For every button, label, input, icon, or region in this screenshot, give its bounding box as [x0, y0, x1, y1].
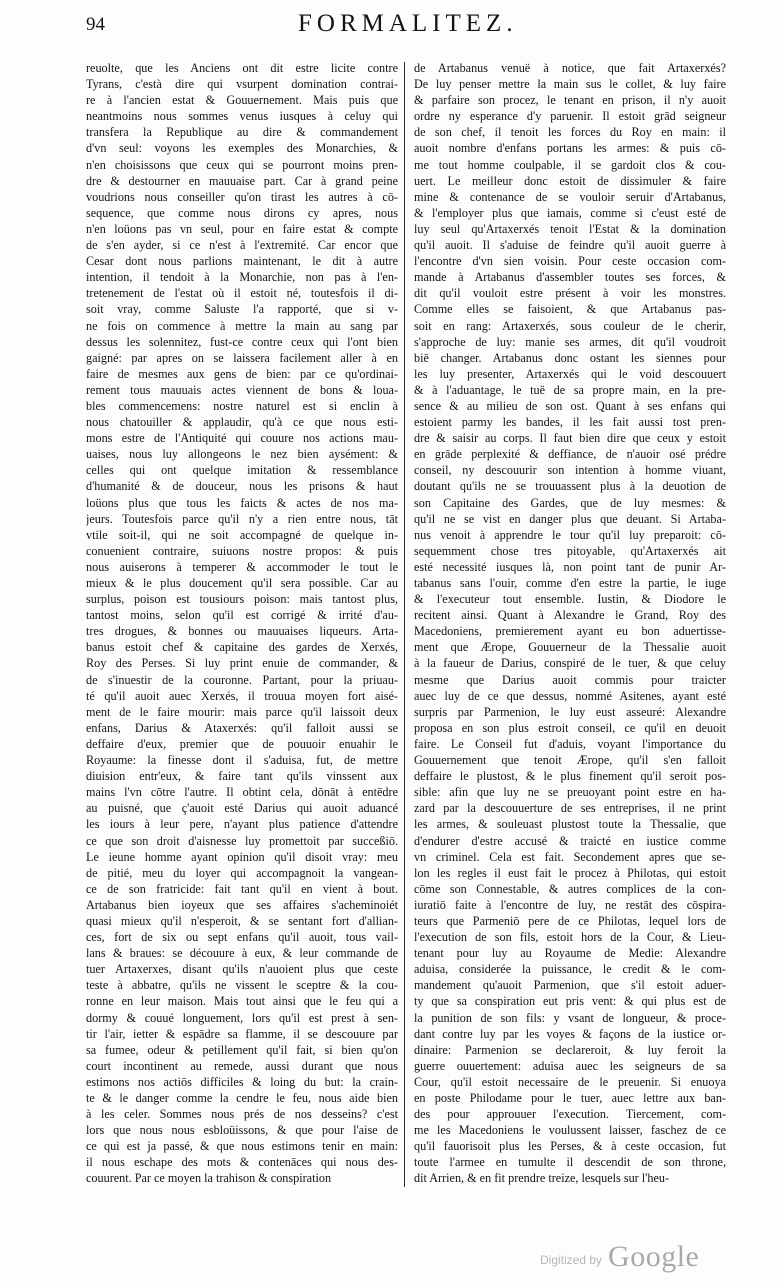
text-line: soit en rang: Artaxerxés, sous couleur de le cherir, — [414, 318, 726, 333]
text-line: sible: afin que luy ne se preuoyant point estre en ha- — [414, 785, 726, 800]
digitization-watermark — [540, 1232, 699, 1272]
text-line: dit Arrien, & en fit prendre treize, lesquels sur l'heu- — [414, 1171, 670, 1186]
text-line: la punition de son fils: y vsant de longueur, & proce- — [414, 1010, 726, 1025]
text-line: de pitié, meu du loyer qui accompagnoit la vangean- — [86, 865, 398, 880]
text-line: & l'employer plus que iamais, comme si c'eust esté de — [414, 205, 726, 220]
text-line: doutant qu'ils ne se trouuassent plus à la deuotion de — [414, 479, 726, 494]
text-line: sence & au milieu de son ost. Quant à ses enfans qui — [414, 398, 726, 413]
text-line: aduisa, considerée la puissance, le credit & le com- — [414, 962, 726, 977]
text-line: vtile soit-il, qui ne soit accompagné de quelque in- — [86, 527, 398, 542]
text-line: de son chef, il tenoit les forces du Roy en main: il — [414, 125, 726, 140]
google-logo: Google — [608, 1240, 700, 1273]
text-line: luy seul qu'Artaxerxés tenoit l'Estat & la domination — [414, 221, 726, 236]
text-line: à la faueur de Darius, conspiré de le tuer, & que celuy — [414, 656, 726, 671]
text-line: s'approche de luy: manie ses armes, dit qu'il voudroit — [414, 334, 726, 349]
text-line: me tout homme coulpable, il se gardoit clos & cou- — [414, 157, 726, 172]
text-line: qu'il ne se vist en danger plus que deuant. Si Artaba- — [414, 511, 726, 526]
text-line: te & le danger comme la cendre le feu, nous aide bien — [86, 1091, 398, 1105]
text-line: voudrions nous conseiller qu'on tirast les autres à cō- — [86, 189, 398, 204]
text-line: transfera la Republique au dire & commandement — [86, 125, 398, 140]
text-line: Le ieune homme ayant opinion qu'il disoit vray: meu — [86, 849, 398, 864]
text-line: mande à Artabanus d'assembler toutes ses forces, & — [414, 270, 726, 285]
text-line: Artabanus bien ioyeux que ses affaires s'acheminoiét — [86, 897, 398, 912]
text-line: jeurs. Toutesfois parce qu'il n'y a rien entre nous, tāt — [86, 511, 398, 526]
text-line: Royaume: la finesse dont il s'aduisa, fut, de mettre — [86, 753, 398, 768]
text-line: mandement qu'auoit Parmenion, que s'il estoit aduer- — [414, 978, 726, 993]
text-line: tres drogues, & bonnes ou mauuaises liqueurs. Arta- — [86, 624, 398, 639]
text-line: deffaire d'eux, premier que de pouuoir enuahir le — [86, 736, 398, 751]
text-line: Cesar dont nous parlions maintenant, le dit à autre — [86, 254, 398, 269]
text-line: dant contre luy par les voyes & façons de la iustice or- — [414, 1026, 726, 1041]
text-line: ty que sa conspiration eut pris vent: & qui plus est de — [414, 994, 726, 1009]
watermark-prefix: Digitized by — [540, 1253, 603, 1267]
text-line: zard par la descouuerture de ses entreprises, il ne print — [414, 801, 726, 816]
text-line: lors que nous nous esbloüissons, & que pour l'aise de — [86, 1123, 398, 1138]
text-line: Gouuernement que tenoit Ærope, qu'il s'en falloit — [414, 753, 726, 768]
text-line: Tyrans, c'està dire qui vsurpent domination contrai- — [86, 77, 398, 92]
page-number: 94 — [86, 14, 105, 35]
page-header — [86, 8, 706, 48]
text-line: ces, fort de six ou sept enfans qu'il auoit, tous vail- — [86, 930, 398, 945]
text-line: l'encontre d'vn sien voisin. Pour ceste occasion com- — [414, 254, 726, 269]
text-line: son Capitaine des Gardes, que de luy mesmes: & — [414, 495, 726, 510]
text-line: ne fois on commence à mettre la main au sang par — [86, 318, 398, 333]
text-line: Macedoniens, premierement ayant eu bon aduertisse- — [414, 624, 726, 639]
text-line: deffaire le plustost, & le plus finement qu'il seroit pos- — [414, 769, 726, 784]
text-line: dit qu'il vouloit estre présent à voir les monstres. — [414, 286, 726, 301]
text-line: n'en loüons pas vn seul, pour en faire estat & compte — [86, 221, 398, 236]
text-line: nous auiserons à temperer & accommoder le tout le — [86, 559, 398, 574]
text-line: nus venoit à apprendre le tour qu'il luy preparoit: cō- — [414, 527, 726, 542]
text-line: biē changer. Artabanus donc ostant les siennes pour — [414, 350, 726, 365]
text-line: dinaire: Parmenion se declareroit, & luy feroit la — [414, 1042, 726, 1057]
text-line: Cour, qu'il estoit necessaire de le preuenir. Si enuoya — [414, 1074, 726, 1089]
text-line: il nous eschape des mots & contenāces qui nous des- — [86, 1155, 398, 1170]
text-line: vn criminel. Cela est fait. Secondement apres que se- — [414, 849, 726, 864]
text-line: recitent ainsi. Quant à Alexandre le Grand, Roy des — [414, 608, 726, 623]
text-line: en grāde perplexité & deffiance, de n'auoir osé prédre — [414, 447, 726, 462]
text-line: n'en choisissons que ceux qui se pourront moins pren- — [86, 157, 398, 172]
text-line: surplus, poison est tousiours poison: mais tantost plus, — [86, 592, 398, 607]
text-line: d'endurer d'estre accusé & traicté en iustice comme — [414, 833, 726, 848]
text-line: au puisné, que ç'auoit esté Darius qui auoit aduancé — [86, 801, 398, 816]
text-line: & parfaire son procez, le tenant en prison, il n'y auoit — [414, 93, 726, 108]
text-line: iuratiō faite à l'encontre de luy, ne restāt des cōspira- — [414, 897, 726, 912]
text-line: faire de mesmes aux gens de bien: par ce qu'ordinai- — [86, 366, 398, 381]
text-line: uert. Le meilleur donc estoit de dissimuler & faire — [414, 173, 726, 188]
text-line: auoit nombre d'enfans portans les armes: & puis cō- — [414, 141, 726, 156]
text-line: teste à abbatre, qu'ils ne vissent le sceptre & la cou- — [86, 978, 398, 993]
text-line: diuision entr'eux, & faire tant qu'ils vinssent aux — [86, 769, 398, 784]
column-divider — [404, 62, 405, 1187]
text-line: conuenient contraire, suiuons nostre propos: & puis — [86, 543, 398, 558]
text-line: gaigné: par apres on se laissera facilement aller à en — [86, 350, 398, 365]
text-line: ment que Ærope, Gouuerneur de la Thessalie auoit — [414, 640, 726, 655]
text-line: surpris par Parmenion, le luy eust asseuré: Alexandre — [414, 704, 726, 719]
text-line: en poste Philodame pour le tuer, auec lettre aux ban- — [414, 1091, 726, 1105]
text-line: conseil, ny descouurir son intention à homme viuant, — [414, 463, 726, 478]
text-line: faire. Le Conseil fut d'aduis, voyant l'importance du — [414, 736, 726, 751]
text-line: ordre ny esperance d'y paruenir. Il estoit grād seigneur — [414, 109, 726, 124]
text-line: sequemment chose tres pitoyable, qu'Artaxerxés ait — [414, 543, 726, 558]
text-line: tir l'air, ietter & espādre sa flamme, il se descouure par — [86, 1026, 398, 1041]
text-line: sa fumee, odeur & petillement qu'il fait, si bien qu'on — [86, 1042, 398, 1057]
text-line: té qu'il auoit auec Xerxés, il trouua moyen fort aisé- — [86, 688, 398, 703]
text-line: auec luy de ce que dessus, nommé Asitenes, ayant esté — [414, 688, 726, 703]
text-line: intention, il tendoit à la Monarchie, non pas à l'en- — [86, 270, 398, 285]
text-line: tabanus sans l'ouir, comme d'en estre la partie, le iuge — [414, 576, 726, 590]
text-line: De luy penser mettre la main sus le collet, & luy faire — [414, 77, 726, 92]
text-line: celles qui ont quelque imitation & ressemblance — [86, 463, 398, 478]
text-line: tantost moins, selon qu'il est corrigé & irrité d'au- — [86, 608, 398, 623]
text-line: les armes, & souleuast plustost toute la Thessalie, que — [414, 817, 726, 832]
text-line: ment de le faire mourir: mais parce qu'il laissoit deux — [86, 704, 398, 719]
text-line: les luy presenter, Artaxerxés qui le void descouuert — [414, 366, 726, 381]
text-line: dre & destourner en mauuaise part. Car à grand peine — [86, 173, 398, 188]
text-line: bles commencemens: nostre naturel est si enclin à — [86, 398, 398, 413]
text-line: ce qui est ja passé, & que nous estimons tenir en main: — [86, 1139, 398, 1154]
text-line: & l'executeur tout ensemble. Iustin, & Diodore le — [414, 592, 726, 607]
text-line: sequence, que comme nous dirons cy apres, nous — [86, 205, 398, 220]
text-line: ce que son droit d'aisnesse luy promettoit par succeßiō. — [86, 833, 398, 848]
text-line: de s'en ayder, si ce n'est à l'extremité. Car encor que — [86, 238, 398, 253]
text-line: soit vray, comme Saluste l'a rapporté, que si v- — [86, 302, 398, 317]
text-line: nous chatouiller & applaudir, qu'à ce que nous esti- — [86, 415, 398, 430]
text-line: esté necessité iusques là, non point tant de punir Ar- — [414, 559, 726, 574]
text-line: reuolte, que les Anciens ont dit estre licite contre — [86, 61, 398, 75]
text-line: teurs que Parmeniō pere de ce Philotas, lequel lors de — [414, 913, 726, 928]
text-line: estimons nos actiōs difficiles & loing du but: la crain- — [86, 1074, 398, 1089]
text-line: lans & braues: se découure à eux, & leur commande de — [86, 946, 398, 961]
text-line: court incontinent au remede, aussi durant que nous — [86, 1058, 398, 1073]
text-line: mine & contenance de se vouloir seruir d'Artabanus, — [414, 189, 726, 204]
text-line: Roy des Perses. Si luy print enuie de commander, & — [86, 656, 398, 671]
text-line: tretenement de l'estat où il estoit né, toutesfois il di- — [86, 286, 398, 301]
text-line: des pour approuuer l'execution. Tiercement, com- — [414, 1107, 726, 1122]
running-title: FORMALITEZ. — [298, 10, 518, 37]
text-line: guerre ouuertement: aduisa auec les seigneurs de sa — [414, 1058, 726, 1073]
text-line: Comme elles se faisoient, & que Artabanus pas- — [414, 302, 726, 317]
text-line: mesme que Darius auoit commis pour traicter — [414, 672, 726, 687]
text-line: les iours à leur pere, n'ayant plus patience d'attendre — [86, 817, 398, 832]
text-line: ronne en leur maison. Mais tout ainsi que le feu qui a — [86, 994, 398, 1009]
text-line: lon les regles il eust fait le procez à Philotas, qui estoit — [414, 865, 726, 880]
text-line: qu'il auoit. Il s'aduise de feindre qu'il auoit guerre à — [414, 238, 726, 253]
text-line: proposa en son plus estroit conseil, ce qu'il en deuoit — [414, 720, 726, 735]
text-line: dre & saisir au corps. Il faut bien dire que ceux y estoit — [414, 431, 726, 446]
text-line: mains l'vn cōtre l'autre. Il obtint cela, dōnāt à entēdre — [86, 785, 398, 800]
text-line: loüons plus que tous les faicts & actes de nos ma- — [86, 495, 398, 510]
text-line: tuer Artaxerxes, disant qu'ils n'auoient plus que ceste — [86, 962, 398, 977]
text-line: estoient parmy les bandes, il les fait aussi tost pren- — [414, 415, 726, 430]
text-line: d'humanité & de douceur, nous les prisons & haut — [86, 479, 398, 494]
text-line: quasi mieux qu'il n'esperoit, & se sentant fort d'allian- — [86, 913, 398, 928]
text-line: mieux & le plus doucement qu'il sera possible. Car au — [86, 576, 398, 590]
text-line: ce de son fratricide: fait tant qu'il en vient à bout. — [86, 881, 398, 896]
text-line: toute l'armee en tumulte il descendit de son throne, — [414, 1155, 726, 1170]
text-line: enfans, Darius & Ataxerxés: qu'il falloit aussi se — [86, 720, 398, 735]
text-line: à les celer. Sommes nous prés de nos desseins? c'est — [86, 1107, 398, 1122]
text-line: couurent. Par ce moyen la trahison & conspiration — [86, 1171, 332, 1186]
text-line: de s'inuestir de la couronne. Partant, pour la priuau- — [86, 672, 398, 687]
text-line: banus estoit chef & capitaine des gardes de Xerxés, — [86, 640, 398, 655]
text-line: me les Macedoniens le voulussent laisser, faschez de ce — [414, 1123, 726, 1138]
left-text-column — [86, 60, 398, 1187]
text-line: tenant pour luy au Royaume de Medie: Alexandre — [414, 946, 726, 961]
text-line: de Artabanus venuë à notice, que fait Artaxerxés? — [414, 61, 726, 75]
text-line: qu'il fauorisoit plus les Perses, & à ceste occasion, fut — [414, 1139, 726, 1154]
text-line: mons estre de l'Antiquité qui couure nos actions mau- — [86, 431, 398, 446]
text-line: d'vn seul: voyons les exemples des Monarchies, & — [86, 141, 398, 156]
text-line: neantmoins nous sommes venus iusques à celuy qui — [86, 109, 398, 124]
text-line: rement tous mauuais actes viennent de bons & loua- — [86, 382, 398, 397]
text-line: cōme son Connestable, & autres complices de la con- — [414, 881, 726, 896]
text-line: & à l'aduantage, le tuë de sa propre main, en la pre- — [414, 382, 726, 397]
right-text-column — [414, 60, 726, 1187]
text-line: l'execution de son fils, estoit hors de la Cour, & Lieu- — [414, 930, 726, 945]
text-line: dessus les solennitez, fust-ce contre ceux qui l'ont bien — [86, 334, 398, 349]
text-line: dormy & couué longuement, lors qu'il est prest à sen- — [86, 1010, 398, 1025]
text-line: uaises, nous luy allongeons le nez bien aysément: & — [86, 447, 398, 462]
text-line: re à l'ancien estat & Gouuernement. Mais puis que — [86, 93, 398, 108]
